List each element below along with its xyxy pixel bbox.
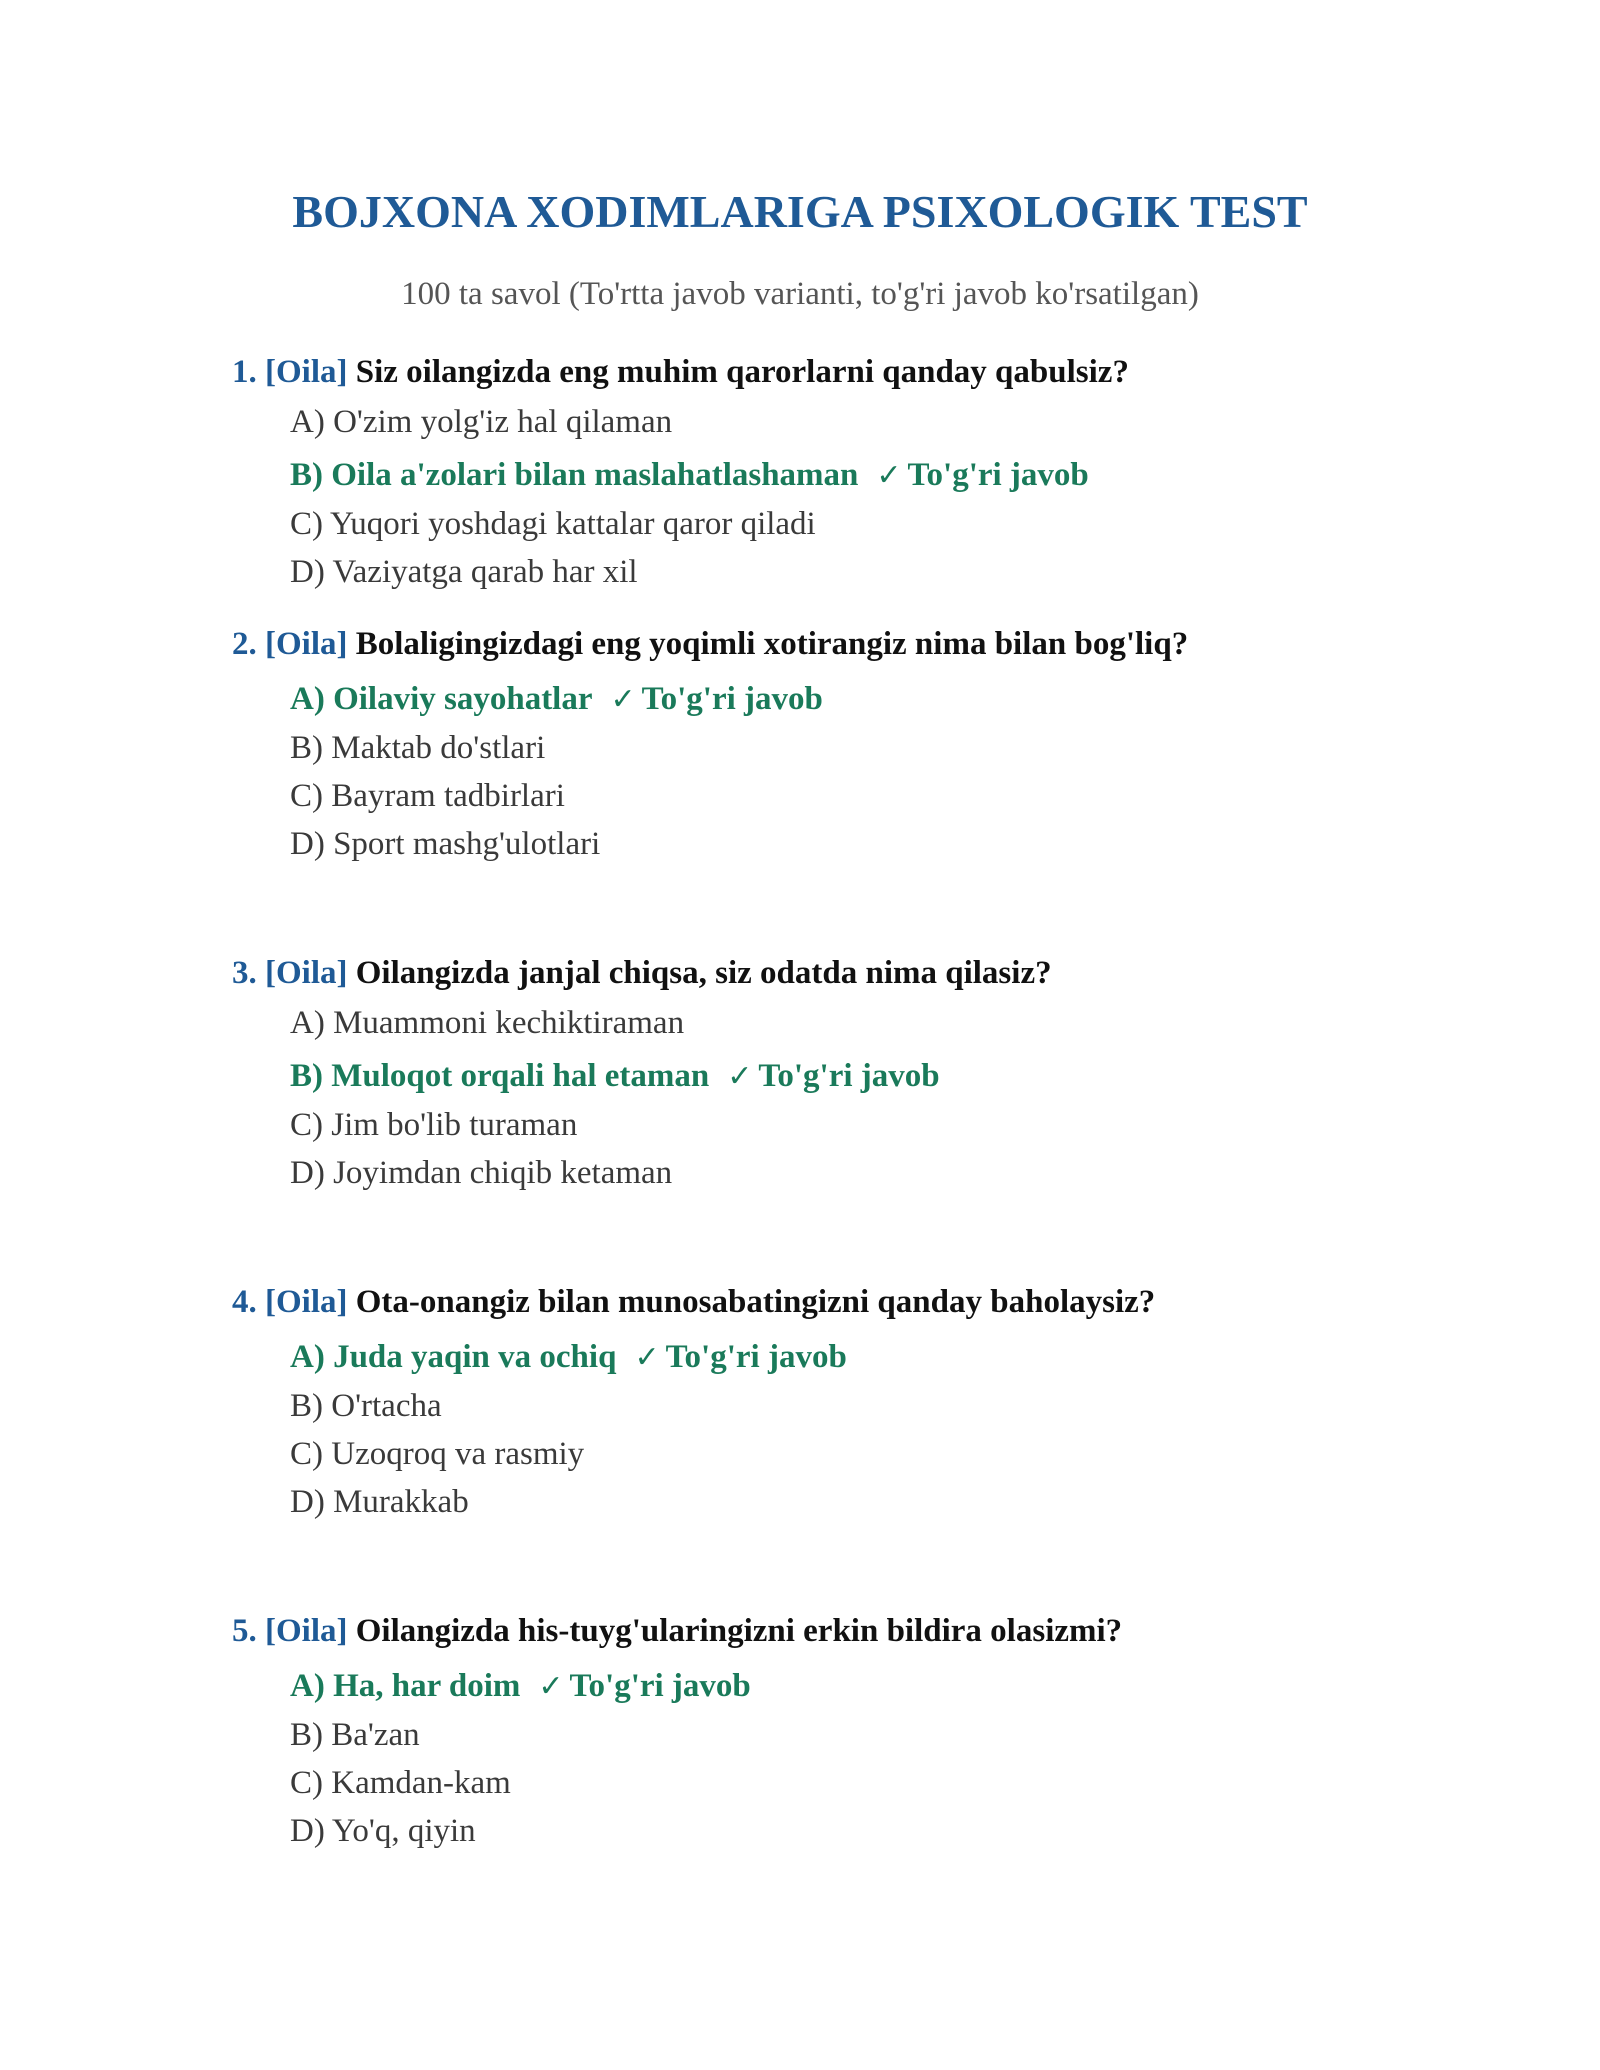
question-text: Bolaligingizdagi eng yoqimli xotirangiz nima bilan bog'liq? bbox=[355, 626, 1189, 662]
option-label: A) Juda yaqin va ochiq bbox=[290, 1339, 617, 1375]
check-icon: ✓ bbox=[634, 1340, 660, 1375]
question-number: 3. bbox=[232, 955, 257, 991]
option-label: A) Muammoni kechiktiraman bbox=[290, 1005, 685, 1041]
check-icon: ✓ bbox=[876, 458, 902, 493]
option-label: C) Kamdan-kam bbox=[290, 1765, 511, 1801]
question-category: [Oila] bbox=[265, 955, 348, 991]
option-label: D) Joyimdan chiqib ketaman bbox=[290, 1155, 673, 1191]
correct-answer-label: To'g'ri javob bbox=[907, 457, 1089, 493]
option-list bbox=[232, 672, 1412, 870]
question-number: 5. bbox=[232, 1613, 257, 1649]
correct-answer-label: To'g'ri javob bbox=[641, 681, 823, 717]
option-b-correct bbox=[290, 448, 1412, 502]
option-b bbox=[290, 1384, 1412, 1432]
option-c bbox=[290, 1761, 1412, 1809]
option-a bbox=[290, 1001, 1412, 1049]
option-list bbox=[232, 400, 1412, 598]
question-3 bbox=[232, 951, 1412, 1199]
option-label: A) O'zim yolg'iz hal qilaman bbox=[290, 404, 673, 440]
question-1 bbox=[232, 350, 1412, 598]
question-4 bbox=[232, 1280, 1412, 1528]
option-label: B) Oila a'zolari bilan maslahatlashaman bbox=[290, 457, 859, 493]
question-category: [Oila] bbox=[265, 626, 348, 662]
option-label: D) Murakkab bbox=[290, 1484, 469, 1520]
option-label: B) Maktab do'stlari bbox=[290, 730, 546, 766]
option-c bbox=[290, 1432, 1412, 1480]
option-label: A) Ha, har doim bbox=[290, 1668, 521, 1704]
option-label: B) O'rtacha bbox=[290, 1388, 442, 1424]
option-a-correct bbox=[290, 1659, 1412, 1713]
option-label: B) Muloqot orqali hal etaman bbox=[290, 1058, 710, 1094]
question-heading bbox=[232, 1609, 1412, 1653]
question-2 bbox=[232, 622, 1412, 870]
question-number: 1. bbox=[232, 354, 257, 390]
option-b-correct bbox=[290, 1049, 1412, 1103]
option-label: C) Uzoqroq va rasmiy bbox=[290, 1436, 585, 1472]
question-category: [Oila] bbox=[265, 1613, 348, 1649]
option-list bbox=[232, 1001, 1412, 1199]
correct-answer-label: To'g'ri javob bbox=[665, 1339, 847, 1375]
option-label: D) Yo'q, qiyin bbox=[290, 1813, 476, 1849]
question-heading bbox=[232, 1280, 1412, 1324]
question-text: Siz oilangizda eng muhim qarorlarni qanday qabulsiz? bbox=[355, 354, 1129, 390]
question-category: [Oila] bbox=[265, 1284, 348, 1320]
correct-answer-label: To'g'ri javob bbox=[569, 1668, 751, 1704]
check-icon: ✓ bbox=[727, 1059, 753, 1094]
option-d bbox=[290, 550, 1412, 598]
check-icon: ✓ bbox=[538, 1669, 564, 1704]
option-label: C) Yuqori yoshdagi kattalar qaror qiladi bbox=[290, 506, 816, 542]
question-number: 2. bbox=[232, 626, 257, 662]
option-label: B) Ba'zan bbox=[290, 1717, 420, 1753]
option-label: A) Oilaviy sayohatlar bbox=[290, 681, 593, 717]
option-c bbox=[290, 1103, 1412, 1151]
option-label: D) Vaziyatga qarab har xil bbox=[290, 554, 638, 590]
option-list bbox=[232, 1330, 1412, 1528]
option-b bbox=[290, 1713, 1412, 1761]
page-title: BOJXONA XODIMLARIGA PSIXOLOGIK TEST bbox=[292, 186, 1308, 237]
option-c bbox=[290, 774, 1412, 822]
option-d bbox=[290, 1809, 1412, 1857]
option-label: C) Bayram tadbirlari bbox=[290, 778, 565, 814]
question-heading bbox=[232, 350, 1412, 394]
option-a-correct bbox=[290, 672, 1412, 726]
option-list bbox=[232, 1659, 1412, 1857]
question-heading bbox=[232, 622, 1412, 666]
question-number: 4. bbox=[232, 1284, 257, 1320]
option-d bbox=[290, 1480, 1412, 1528]
option-b bbox=[290, 726, 1412, 774]
question-category: [Oila] bbox=[265, 354, 348, 390]
correct-answer-label: To'g'ri javob bbox=[758, 1058, 940, 1094]
option-c bbox=[290, 502, 1412, 550]
option-a bbox=[290, 400, 1412, 448]
option-label: C) Jim bo'lib turaman bbox=[290, 1107, 578, 1143]
option-d bbox=[290, 822, 1412, 870]
question-text: Oilangizda his-tuyg'ularingizni erkin bildira olasizmi? bbox=[355, 1613, 1123, 1649]
option-a-correct bbox=[290, 1330, 1412, 1384]
question-5 bbox=[232, 1609, 1412, 1857]
question-heading bbox=[232, 951, 1412, 995]
option-label: D) Sport mashg'ulotlari bbox=[290, 826, 601, 862]
question-text: Ota-onangiz bilan munosabatingizni qanday baholaysiz? bbox=[355, 1284, 1156, 1320]
option-d bbox=[290, 1151, 1412, 1199]
page-subtitle: 100 ta savol (To'rtta javob varianti, to'g'ri javob ko'rsatilgan) bbox=[401, 276, 1199, 312]
check-icon: ✓ bbox=[610, 682, 636, 717]
question-text: Oilangizda janjal chiqsa, siz odatda nima qilasiz? bbox=[355, 955, 1052, 991]
